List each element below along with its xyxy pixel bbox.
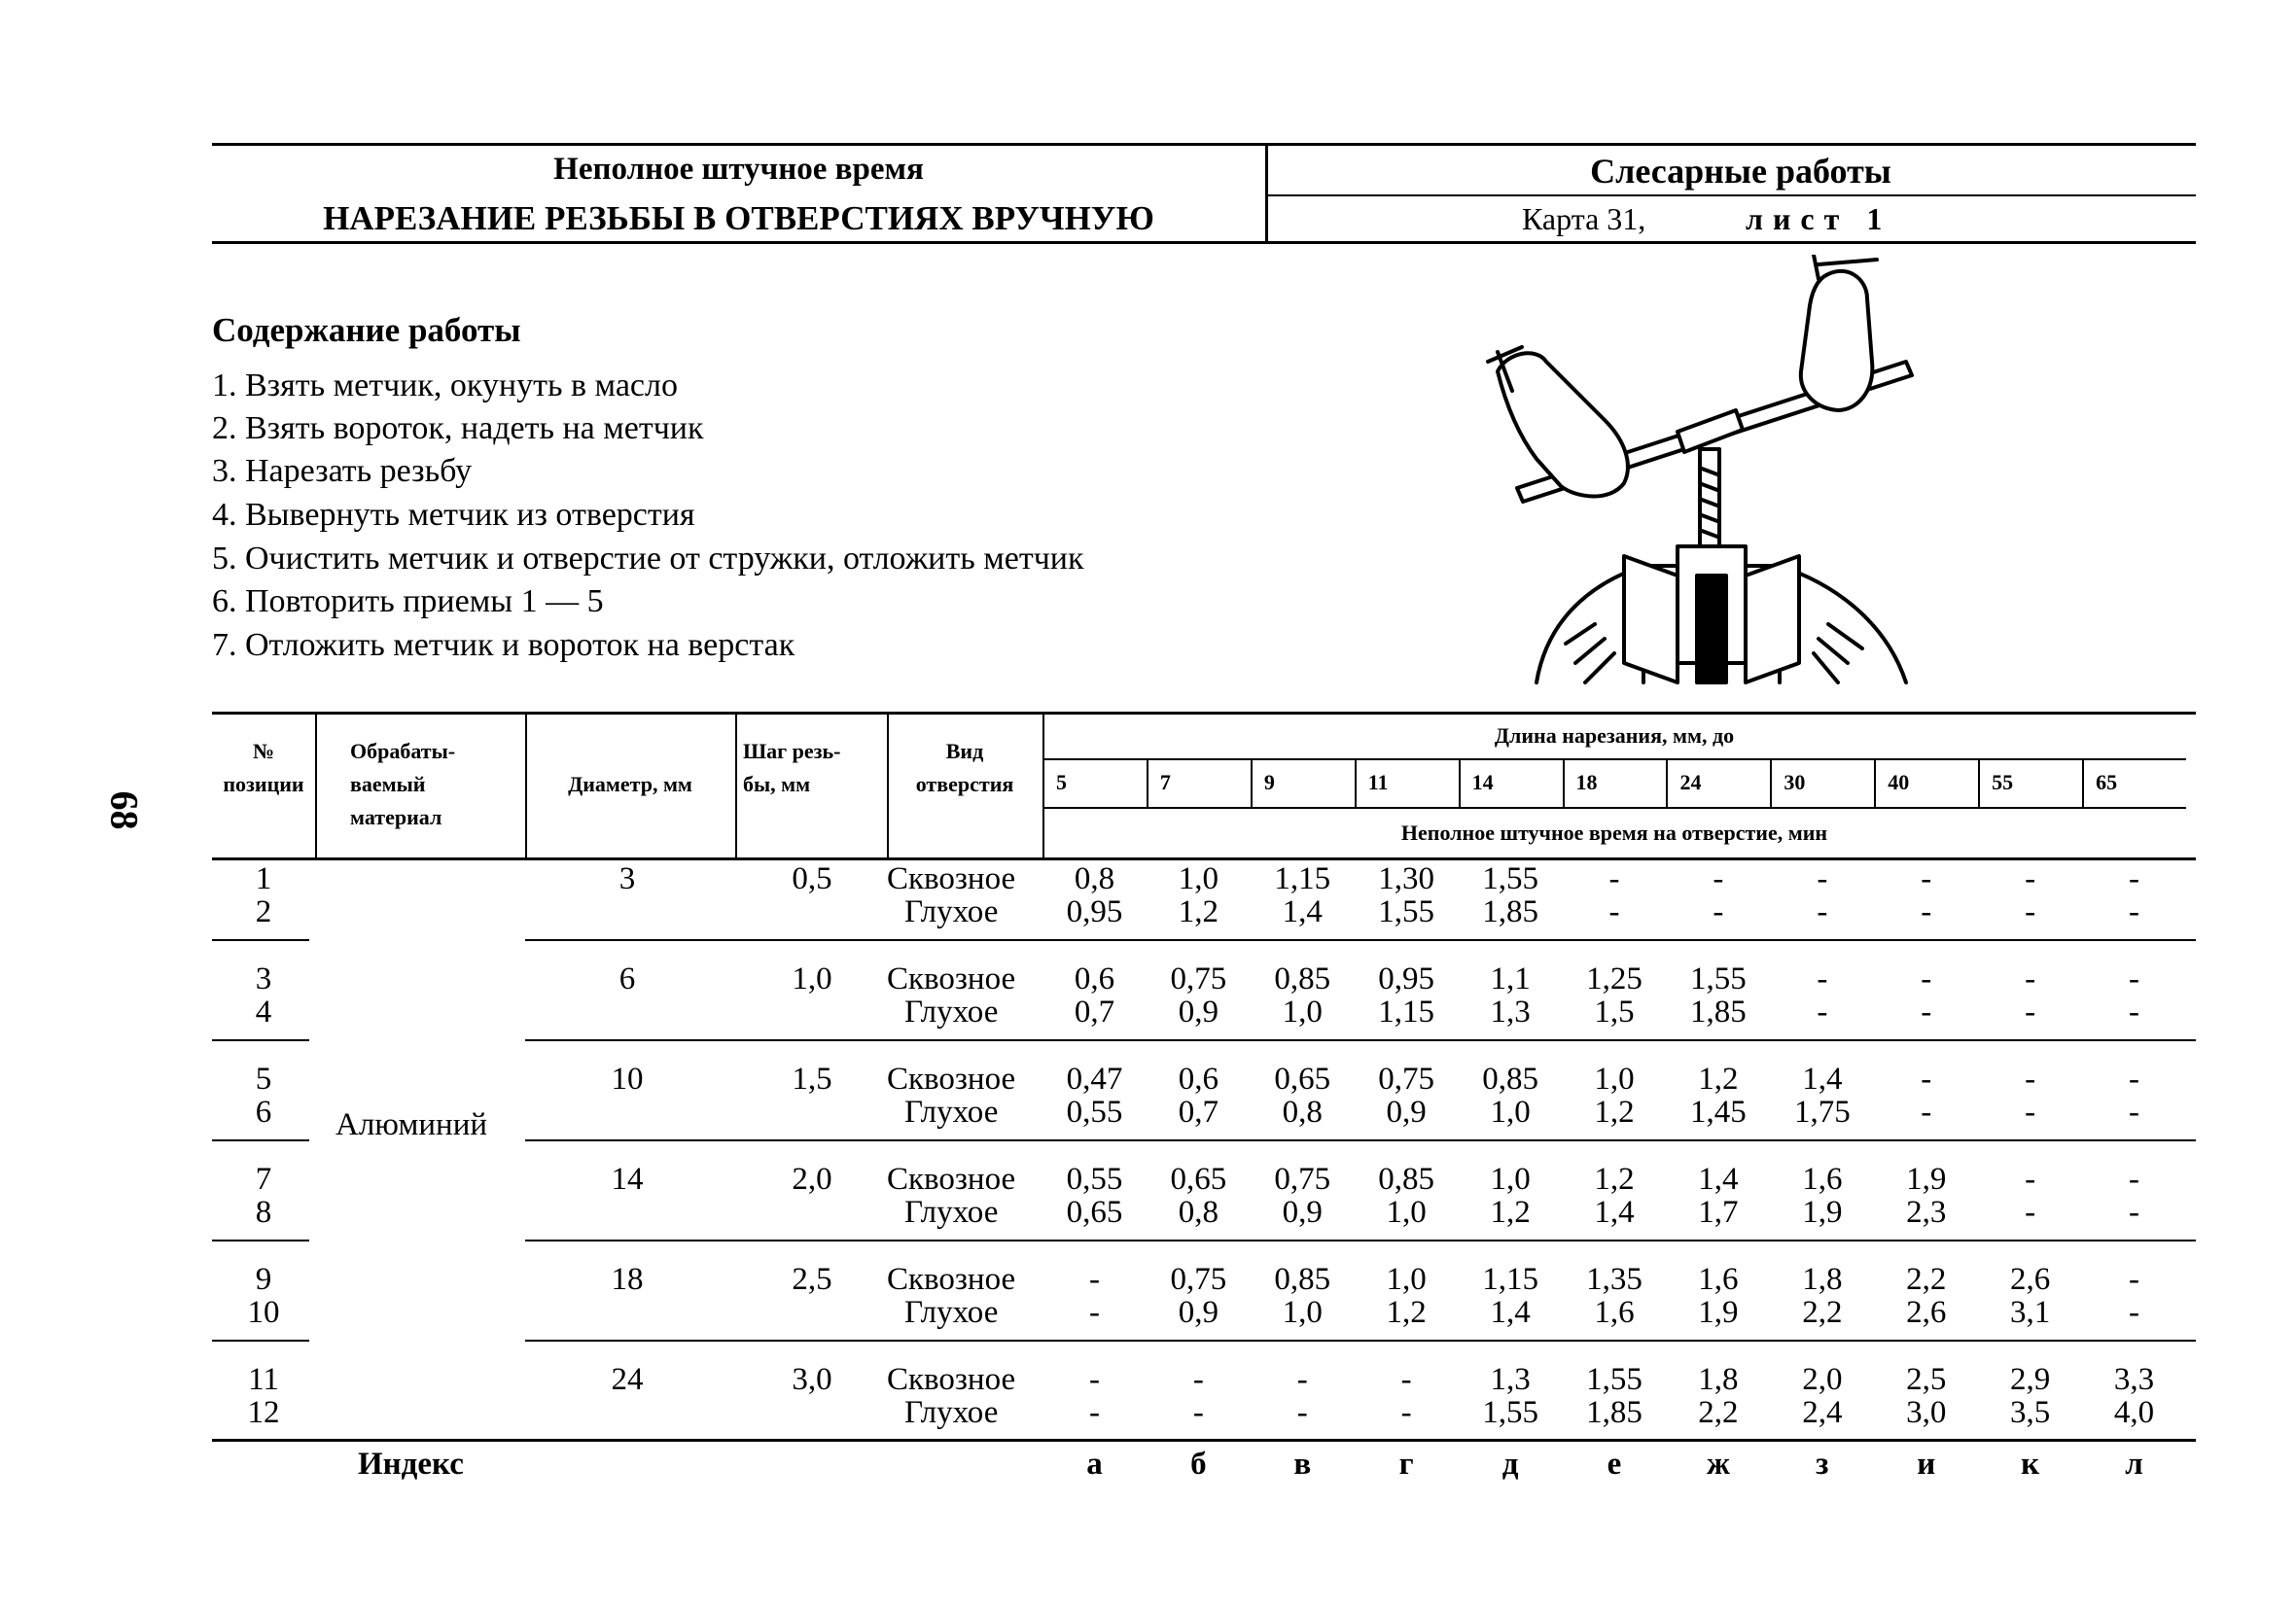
time-value: 1,15 (1378, 995, 1435, 1030)
length-col-divider (2082, 758, 2084, 807)
time-value: 0,9 (1386, 1095, 1427, 1130)
time-value: 1,0 (1386, 1195, 1427, 1230)
col-header-hole (887, 735, 1042, 801)
diameter-value: 6 (618, 961, 636, 996)
position-number: 10 (247, 1295, 280, 1330)
position-number: 5 (255, 1062, 272, 1097)
time-value: 1,5 (1594, 995, 1635, 1030)
position-number: 3 (255, 961, 272, 996)
time-value: - (1921, 1062, 1932, 1097)
time-value: 0,6 (1178, 1062, 1219, 1097)
time-value: - (1608, 894, 1620, 929)
group-separator-left (212, 1039, 309, 1041)
time-value: 3,3 (2113, 1362, 2155, 1397)
col-header-material (350, 735, 455, 834)
step-4: 4. Вывернуть метчик из отверстия (212, 497, 695, 533)
length-col-divider (1978, 758, 1980, 807)
time-value: 1,25 (1586, 961, 1643, 996)
time-value: - (2129, 1195, 2140, 1230)
time-value: - (2025, 1062, 2036, 1097)
time-value: 2,9 (2010, 1362, 2051, 1397)
time-value: 0,75 (1274, 1162, 1331, 1197)
step-1: 1. Взять метчик, окунуть в масло (212, 367, 678, 403)
time-value: 1,15 (1274, 861, 1331, 896)
time-value: 2,2 (1802, 1295, 1843, 1330)
time-value: 2,2 (1906, 1262, 1947, 1297)
header-section: Слесарные работы (1590, 152, 1891, 191)
time-value: 0,55 (1066, 1162, 1123, 1197)
length-header: Длина нарезания, мм, до (1494, 723, 1735, 748)
diameter-value: 24 (611, 1362, 644, 1397)
header-bottom-rule (212, 241, 2196, 244)
time-value: 1,9 (1698, 1295, 1739, 1330)
time-value: 1,2 (1386, 1295, 1427, 1330)
time-value: 0,6 (1074, 961, 1115, 996)
time-value: - (1817, 861, 1828, 896)
time-value: - (2025, 861, 2036, 896)
time-value: 1,85 (1690, 995, 1747, 1030)
time-value: 2,0 (1802, 1362, 1843, 1397)
work-content-title: Содержание работы (212, 311, 521, 349)
col-header-pitch-line2: бы, мм (743, 772, 811, 796)
time-value: 2,6 (2010, 1262, 2051, 1297)
col-header-diameter: Диаметр, мм (568, 772, 692, 796)
hole-type: Глухое (904, 1295, 999, 1330)
index-letter: в (1293, 1447, 1312, 1482)
col-divider-1 (315, 712, 317, 857)
hole-type: Глухое (904, 995, 999, 1030)
pitch-value: 2,0 (792, 1162, 832, 1197)
time-value: - (2129, 995, 2140, 1030)
position-number: 6 (255, 1095, 272, 1130)
time-value: 0,8 (1282, 1095, 1323, 1130)
length-col-divider (1459, 758, 1461, 807)
time-value: 1,0 (1490, 1095, 1531, 1130)
time-value: 1,9 (1802, 1195, 1843, 1230)
index-letter: б (1190, 1447, 1207, 1482)
index-letter: е (1607, 1447, 1622, 1482)
time-value: 4,0 (2113, 1395, 2155, 1430)
position-number: 1 (255, 861, 272, 896)
time-value: - (1921, 861, 1932, 896)
time-value: 0,9 (1178, 995, 1219, 1030)
group-separator-left (212, 939, 309, 941)
header-card: Карта 31, (1522, 201, 1646, 236)
time-value: 1,85 (1586, 1395, 1643, 1430)
time-value: 0,65 (1066, 1195, 1123, 1230)
time-value: - (2025, 1195, 2036, 1230)
table-bottom-rule (212, 1439, 2196, 1442)
time-value: 0,8 (1178, 1195, 1219, 1230)
time-value: 1,4 (1802, 1062, 1843, 1097)
hole-type: Глухое (904, 1095, 999, 1130)
time-value: 1,30 (1378, 861, 1435, 896)
col-header-no-line1: № (252, 739, 275, 763)
time-value: 1,45 (1690, 1095, 1747, 1130)
time-value: 1,55 (1690, 961, 1747, 996)
time-value: 0,85 (1378, 1162, 1435, 1197)
header-sheet: лист 1 (1746, 201, 1892, 236)
time-value: 3,0 (1906, 1395, 1947, 1430)
length-values-rule (1042, 807, 2186, 809)
header-divider (1265, 143, 1268, 242)
position-number: 4 (255, 995, 272, 1030)
time-value: 0,8 (1074, 861, 1115, 896)
hole-type: Глухое (904, 1395, 999, 1430)
length-col-divider (1874, 758, 1876, 807)
time-value: - (2129, 1295, 2140, 1330)
time-value: 2,2 (1698, 1395, 1739, 1430)
header-title: НАРЕЗАНИЕ РЕЗЬБЫ В ОТВЕРСТИЯХ ВРУЧНУЮ (323, 199, 1154, 237)
col-divider-3 (735, 712, 737, 857)
length-col-7: 7 (1159, 770, 1171, 794)
time-value: 0,75 (1170, 961, 1227, 996)
time-value: 1,55 (1378, 894, 1435, 929)
time-value: 1,4 (1282, 894, 1323, 929)
time-value: - (1192, 1362, 1204, 1397)
length-col-30: 30 (1784, 770, 1806, 794)
time-value: 0,55 (1066, 1095, 1123, 1130)
table-header-bottom-rule (212, 857, 2196, 860)
diameter-value: 18 (611, 1262, 644, 1297)
position-number: 12 (247, 1395, 280, 1430)
time-value: - (1921, 894, 1932, 929)
length-col-55: 55 (1992, 770, 2014, 794)
length-col-divider (1563, 758, 1565, 807)
pitch-value: 1,0 (792, 961, 832, 996)
time-value: - (1817, 995, 1828, 1030)
hole-type: Сквозное (887, 1362, 1016, 1397)
length-col-9: 9 (1263, 770, 1275, 794)
time-value: 0,95 (1378, 961, 1435, 996)
index-letter: г (1398, 1447, 1414, 1482)
step-5: 5. Очистить метчик и отверстие от стружки, отложить метчик (212, 541, 1084, 577)
time-value: 0,85 (1274, 961, 1331, 996)
time-value: - (2129, 1062, 2140, 1097)
index-letter: з (1816, 1447, 1829, 1482)
time-value: 3,1 (2010, 1295, 2051, 1330)
hole-type: Глухое (904, 894, 999, 929)
step-7: 7. Отложить метчик и вороток на верстак (212, 627, 795, 663)
time-value: - (1817, 894, 1828, 929)
time-value: - (1921, 961, 1932, 996)
time-value: 0,9 (1178, 1295, 1219, 1330)
time-value: 1,0 (1490, 1162, 1531, 1197)
col-header-hole-line2: отверстия (915, 772, 1014, 796)
time-value: 1,75 (1793, 1095, 1851, 1130)
index-letter: ж (1706, 1447, 1730, 1482)
col-header-pitch-line1: Шаг резь- (743, 739, 841, 763)
time-value: 0,75 (1378, 1062, 1435, 1097)
time-value: 0,75 (1170, 1262, 1227, 1297)
hole-type: Сквозное (887, 1062, 1016, 1097)
pitch-value: 2,5 (792, 1262, 832, 1297)
time-value: 0,95 (1066, 894, 1123, 929)
pitch-value: 0,5 (792, 861, 832, 896)
diameter-value: 10 (611, 1062, 644, 1097)
time-value: - (2129, 961, 2140, 996)
time-value: - (2129, 894, 2140, 929)
time-value: 1,4 (1698, 1162, 1739, 1197)
time-value: 0,85 (1482, 1062, 1538, 1097)
position-number: 9 (255, 1262, 272, 1297)
time-value: - (2025, 1095, 2036, 1130)
length-col-divider (1666, 758, 1668, 807)
group-separator (525, 939, 2196, 941)
time-value: 1,85 (1482, 894, 1538, 929)
time-value: 0,85 (1274, 1262, 1331, 1297)
index-label: Индекс (358, 1447, 464, 1482)
time-value: 1,6 (1802, 1162, 1843, 1197)
time-value: 1,2 (1698, 1062, 1739, 1097)
time-value: - (1713, 861, 1724, 896)
time-value: 2,6 (1906, 1295, 1947, 1330)
position-number: 2 (255, 894, 272, 929)
length-col-5: 5 (1056, 770, 1067, 794)
time-value: 0,65 (1170, 1162, 1227, 1197)
time-value: - (1192, 1395, 1204, 1430)
time-value: - (1296, 1362, 1308, 1397)
time-value: - (2025, 995, 2036, 1030)
index-letter: и (1917, 1447, 1936, 1482)
time-value: 1,3 (1490, 995, 1531, 1030)
pitch-value: 1,5 (792, 1062, 832, 1097)
time-value: 1,55 (1482, 861, 1538, 896)
length-subrule (1042, 758, 2186, 760)
col-header-no-line2: позиции (223, 772, 304, 796)
time-value: 1,4 (1594, 1195, 1635, 1230)
header-subtitle: Неполное штучное время (553, 152, 924, 187)
time-value: 1,7 (1698, 1195, 1739, 1230)
time-value: 2,4 (1802, 1395, 1843, 1430)
time-value: 1,2 (1594, 1095, 1635, 1130)
col-header-material-line2: ваемый (350, 772, 426, 796)
col-header-material-line1: Обрабаты- (350, 739, 456, 763)
length-col-65: 65 (2096, 770, 2118, 794)
hole-type: Сквозное (887, 861, 1016, 896)
time-value: - (2025, 894, 2036, 929)
time-value: 1,9 (1906, 1162, 1947, 1197)
hole-type: Сквозное (887, 961, 1016, 996)
time-value: - (1921, 995, 1932, 1030)
time-value: - (1608, 861, 1620, 896)
length-col-14: 14 (1471, 770, 1494, 794)
time-value: 1,15 (1482, 1262, 1538, 1297)
length-col-divider (1147, 758, 1148, 807)
col-header-no (212, 735, 315, 801)
diameter-value: 14 (611, 1162, 644, 1197)
time-value: 0,65 (1274, 1062, 1331, 1097)
index-letter: л (2125, 1447, 2143, 1482)
time-value: - (2025, 961, 2036, 996)
time-value: 1,55 (1482, 1395, 1538, 1430)
time-value: 2,5 (1906, 1362, 1947, 1397)
time-value: 1,3 (1490, 1362, 1531, 1397)
length-col-11: 11 (1367, 770, 1389, 794)
header-right-midrule (1268, 194, 2196, 196)
header-top-rule (212, 143, 2196, 146)
time-value: 0,9 (1282, 1195, 1323, 1230)
group-separator-left (212, 1240, 309, 1241)
hole-type: Сквозное (887, 1162, 1016, 1197)
time-value: 1,4 (1490, 1295, 1531, 1330)
time-value: 1,55 (1586, 1362, 1643, 1397)
col-header-material-line3: материал (350, 805, 442, 829)
hole-type: Глухое (904, 1195, 999, 1230)
step-3: 3. Нарезать резьбу (212, 453, 473, 489)
time-value: - (2129, 861, 2140, 896)
material-value: Алюминий (336, 1107, 488, 1142)
time-value: 1,0 (1178, 861, 1219, 896)
group-separator (525, 1340, 2196, 1342)
length-col-divider (1355, 758, 1357, 807)
hole-type: Сквозное (887, 1262, 1016, 1297)
time-value: 3,5 (2010, 1395, 2051, 1430)
time-value: - (2025, 1162, 2036, 1197)
time-value: - (1400, 1395, 1412, 1430)
time-value: 0,47 (1066, 1062, 1123, 1097)
time-value: 0,7 (1074, 995, 1115, 1030)
time-value: 1,6 (1594, 1295, 1635, 1330)
time-value: 1,0 (1282, 995, 1323, 1030)
group-separator (525, 1139, 2196, 1141)
diameter-value: 3 (618, 861, 636, 896)
time-value: 1,2 (1490, 1195, 1531, 1230)
length-col-divider (1770, 758, 1772, 807)
time-value: 0,7 (1178, 1095, 1219, 1130)
index-letter: к (2021, 1447, 2040, 1482)
col-header-hole-line1: Вид (945, 739, 984, 763)
time-value: - (1400, 1362, 1412, 1397)
time-value: - (1088, 1262, 1100, 1297)
index-letter: а (1086, 1447, 1103, 1482)
tap-wrench-illustration (1478, 255, 1925, 702)
col-header-pitch (743, 735, 840, 801)
group-separator-left (212, 1340, 309, 1342)
time-value: 1,8 (1698, 1362, 1739, 1397)
time-value: - (2129, 1095, 2140, 1130)
length-col-24: 24 (1679, 770, 1702, 794)
position-number: 11 (248, 1362, 279, 1397)
time-value: - (1296, 1395, 1308, 1430)
time-value: - (1713, 894, 1724, 929)
index-letter: д (1501, 1447, 1519, 1482)
time-value: 2,3 (1906, 1195, 1947, 1230)
table-top-rule (212, 712, 2196, 715)
time-header: Неполное штучное время на отверстие, мин (1400, 821, 1828, 845)
time-value: - (1088, 1362, 1100, 1397)
time-value: 1,0 (1386, 1262, 1427, 1297)
step-2: 2. Взять вороток, надеть на метчик (212, 410, 704, 446)
time-value: - (2129, 1262, 2140, 1297)
time-value: 1,0 (1282, 1295, 1323, 1330)
time-value: 1,2 (1594, 1162, 1635, 1197)
group-separator (525, 1240, 2196, 1241)
time-value: 1,1 (1490, 961, 1531, 996)
time-value: - (1921, 1095, 1932, 1130)
page-number: 68 (102, 790, 147, 830)
position-number: 8 (255, 1195, 272, 1230)
length-col-18: 18 (1575, 770, 1598, 794)
time-value: - (2129, 1162, 2140, 1197)
position-number: 7 (255, 1162, 272, 1197)
step-6: 6. Повторить приемы 1 — 5 (212, 583, 604, 619)
pitch-value: 3,0 (792, 1362, 832, 1397)
time-value: - (1088, 1395, 1100, 1430)
group-separator (525, 1039, 2196, 1041)
time-value: 1,2 (1178, 894, 1219, 929)
group-separator-left (212, 1139, 309, 1141)
length-col-divider (1251, 758, 1253, 807)
time-value: - (1088, 1295, 1100, 1330)
time-value: 1,6 (1698, 1262, 1739, 1297)
time-value: 1,35 (1586, 1262, 1643, 1297)
time-value: 1,8 (1802, 1262, 1843, 1297)
time-value: - (1817, 961, 1828, 996)
length-col-40: 40 (1888, 770, 1910, 794)
time-value: 1,0 (1594, 1062, 1635, 1097)
